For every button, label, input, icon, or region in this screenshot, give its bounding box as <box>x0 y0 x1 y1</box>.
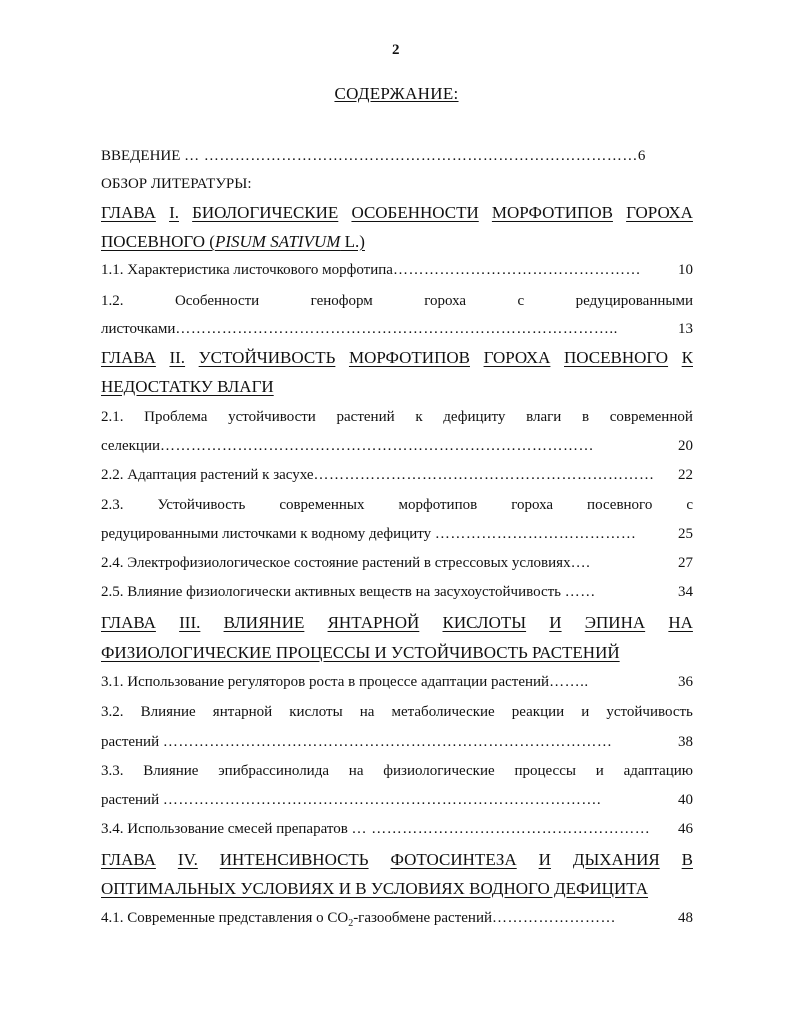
toc-page: 20 <box>678 438 693 454</box>
toc-page: 13 <box>678 321 693 337</box>
toc-section-review: ОБЗОР ЛИТЕРАТУРЫ: <box>101 176 252 192</box>
toc-page: 6 <box>637 148 646 164</box>
toc-entry-1-2[interactable]: 1.2. Особенности геноформ гороха с редуцированными <box>101 293 693 309</box>
toc-entry-4-1[interactable]: 4.1. Современные представления о $СО_2$-газообмене растений…………………… 48 <box>101 910 693 929</box>
toc-entry-2-3-cont[interactable]: редуцированными листочками к водному дефициту ………………………………… 25 <box>101 526 693 542</box>
toc-entry-3-2[interactable]: 3.2. Влияние янтарной кислоты на метаболические реакции и устойчивость <box>101 704 693 720</box>
toc-entry-1-2-cont[interactable]: листочками………………………………………………………………………….. 13 <box>101 321 693 337</box>
toc-entry-3-2-cont[interactable]: растений …………………………………………………………………………… 38 <box>101 734 693 750</box>
toc-page: 34 <box>678 584 693 600</box>
page-number: 2 <box>392 42 400 58</box>
toc-chapter-1-cont[interactable]: ПОСЕВНОГО (PISUM SATIVUM L.) <box>101 232 365 251</box>
toc-entry-1-1[interactable]: 1.1. Характеристика листочкового морфотипа………………………………………… 10 <box>101 262 693 278</box>
toc-entry-2-2[interactable]: 2.2. Адаптация растений к засухе………………………………………………………… 22 <box>101 467 693 483</box>
page-title: СОДЕРЖАНИЕ: <box>334 84 459 103</box>
toc-page: 38 <box>678 734 693 750</box>
toc-page: 27 <box>678 555 693 571</box>
toc-entry-2-4[interactable]: 2.4. Электрофизиологическое состояние растений в стрессовых условиях…. 27 <box>101 555 693 571</box>
toc-chapter-4[interactable]: ГЛАВА IV. ИНТЕНСИВНОСТЬ ФОТОСИНТЕЗА И ДЫХАНИЯ В <box>101 850 693 869</box>
toc-entry-3-3[interactable]: 3.3. Влияние эпибрассинолида на физиологические процессы и адаптацию <box>101 763 693 779</box>
toc-entry-2-1[interactable]: 2.1. Проблема устойчивости растений к дефициту влаги в современной <box>101 409 693 425</box>
toc-page: 22 <box>678 467 693 483</box>
toc-page: 48 <box>678 910 693 926</box>
toc-entry-2-3[interactable]: 2.3. Устойчивость современных морфотипов гороха посевного с <box>101 497 693 513</box>
toc-entry-intro[interactable]: ВВЕДЕНИЕ … …………………………………………………………………………6 <box>101 148 646 164</box>
toc-chapter-2-cont[interactable]: НЕДОСТАТКУ ВЛАГИ <box>101 377 274 396</box>
toc-chapter-4-cont[interactable]: ОПТИМАЛЬНЫХ УСЛОВИЯХ И В УСЛОВИЯХ ВОДНОГО ДЕФИЦИТА <box>101 879 649 898</box>
toc-page: 10 <box>678 262 693 278</box>
toc-page: 40 <box>678 792 693 808</box>
toc-page: 46 <box>678 821 693 837</box>
toc-page: 36 <box>678 674 693 690</box>
toc-entry-2-1-cont[interactable]: селекции………………………………………………………………………… 20 <box>101 438 693 454</box>
toc-entry-2-5[interactable]: 2.5. Влияние физиологически активных веществ на засухоустойчивость …… 34 <box>101 584 693 600</box>
toc-page: 25 <box>678 526 693 542</box>
toc-chapter-1[interactable]: ГЛАВА I. БИОЛОГИЧЕСКИЕ ОСОБЕННОСТИ МОРФОТИПОВ ГОРОХА <box>101 203 693 222</box>
toc-chapter-3-cont[interactable]: ФИЗИОЛОГИЧЕСКИЕ ПРОЦЕССЫ И УСТОЙЧИВОСТЬ РАСТЕНИЙ <box>101 643 620 662</box>
toc-chapter-2[interactable]: ГЛАВА II. УСТОЙЧИВОСТЬ МОРФОТИПОВ ГОРОХА ПОСЕВНОГО К <box>101 348 693 367</box>
toc-chapter-3[interactable]: ГЛАВА III. ВЛИЯНИЕ ЯНТАРНОЙ КИСЛОТЫ И ЭПИНА НА <box>101 613 693 632</box>
toc-entry-3-3-cont[interactable]: растений …………………………………………………………………………. 40 <box>101 792 693 808</box>
toc-entry-3-4[interactable]: 3.4. Использование смесей препаратов … ……………………………………………… 46 <box>101 821 693 837</box>
toc-entry-3-1[interactable]: 3.1. Использование регуляторов роста в процессе адаптации растений…….. 36 <box>101 674 693 690</box>
